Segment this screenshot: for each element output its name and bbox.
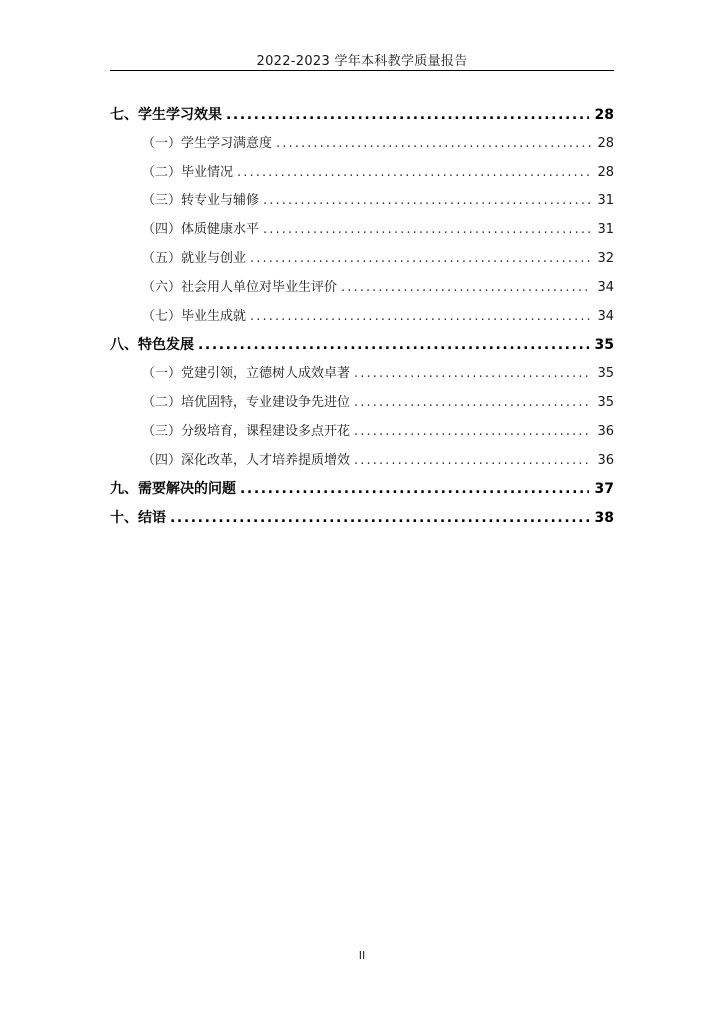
- toc-entry-section[interactable]: [110, 303, 614, 332]
- table-of-contents: [110, 101, 614, 533]
- toc-entry-page: 34: [597, 279, 614, 295]
- toc-entry-page: 35: [597, 366, 614, 382]
- toc-entry-title: （一）学生学习满意度: [142, 135, 273, 151]
- toc-entry-title: 十、结语: [110, 510, 166, 527]
- toc-dot-leader: [354, 447, 591, 476]
- toc-dot-leader: [354, 418, 591, 447]
- toc-entry-title: （七）毕业生成就: [142, 308, 247, 324]
- toc-entry-title: （三）分级培育，课程建设多点开花: [142, 423, 351, 439]
- toc-entry-page: 35: [594, 337, 614, 354]
- toc-entry-section[interactable]: [110, 187, 614, 216]
- toc-entry-page: 36: [597, 452, 614, 468]
- toc-entry-title: （三）转专业与辅修: [142, 193, 260, 209]
- toc-entry-section[interactable]: [110, 216, 614, 245]
- toc-entry-page: 36: [597, 423, 614, 439]
- toc-entry-chapter-8[interactable]: [110, 331, 614, 360]
- toc-dot-leader: [226, 101, 589, 130]
- toc-entry-page: 35: [597, 394, 614, 410]
- toc-entry-page: 31: [597, 193, 614, 209]
- toc-entry-page: 28: [597, 164, 614, 180]
- toc-entry-section[interactable]: [110, 360, 614, 389]
- toc-entry-title: 七、学生学习效果: [110, 107, 222, 123]
- toc-dot-leader: [250, 245, 591, 274]
- toc-entry-section[interactable]: [110, 130, 614, 159]
- toc-entry-chapter-9[interactable]: [110, 475, 614, 504]
- toc-dot-leader: [237, 159, 591, 188]
- toc-entry-page: 37: [594, 481, 614, 498]
- toc-entry-section[interactable]: [110, 159, 614, 188]
- toc-dot-leader: [240, 475, 589, 504]
- toc-dot-leader: [341, 274, 591, 303]
- toc-entry-section[interactable]: [110, 245, 614, 274]
- page-number: II: [358, 949, 366, 962]
- toc-entry-section[interactable]: [110, 389, 614, 418]
- toc-entry-title: （二）培优固特，专业建设争先进位: [142, 394, 351, 410]
- toc-entry-title: （二）毕业情况: [142, 164, 234, 180]
- toc-entry-page: 38: [594, 510, 614, 527]
- toc-entry-section[interactable]: [110, 447, 614, 476]
- toc-dot-leader: [250, 303, 591, 332]
- header-divider: [110, 70, 614, 71]
- toc-entry-title: （五）就业与创业: [142, 250, 247, 266]
- toc-dot-leader: [354, 360, 591, 389]
- toc-dot-leader: [354, 389, 591, 418]
- toc-dot-leader: [198, 331, 589, 360]
- toc-entry-title: （四）体质健康水平: [142, 222, 260, 238]
- toc-entry-page: 34: [597, 308, 614, 324]
- toc-entry-page: 32: [597, 250, 614, 266]
- toc-entry-title: （六）社会用人单位对毕业生评价: [142, 279, 338, 295]
- toc-entry-section[interactable]: [110, 274, 614, 303]
- toc-dot-leader: [263, 216, 591, 245]
- toc-entry-page: 28: [594, 107, 614, 123]
- toc-dot-leader: [170, 504, 589, 533]
- toc-entry-title: 九、需要解决的问题: [110, 481, 236, 498]
- page-header-title: 2022-2023 学年本科教学质量报告: [256, 54, 468, 69]
- toc-entry-title: （四）深化改革，人才培养提质增效: [142, 452, 351, 468]
- toc-entry-title: （一）党建引领，立德树人成效卓著: [142, 366, 351, 382]
- toc-dot-leader: [263, 187, 591, 216]
- toc-entry-chapter-7[interactable]: [110, 101, 614, 130]
- toc-entry-page: 31: [597, 222, 614, 238]
- toc-entry-title: 八、特色发展: [110, 337, 194, 354]
- toc-entry-chapter-10[interactable]: [110, 504, 614, 533]
- toc-entry-section[interactable]: [110, 418, 614, 447]
- toc-entry-page: 28: [597, 135, 614, 151]
- toc-dot-leader: [276, 130, 591, 159]
